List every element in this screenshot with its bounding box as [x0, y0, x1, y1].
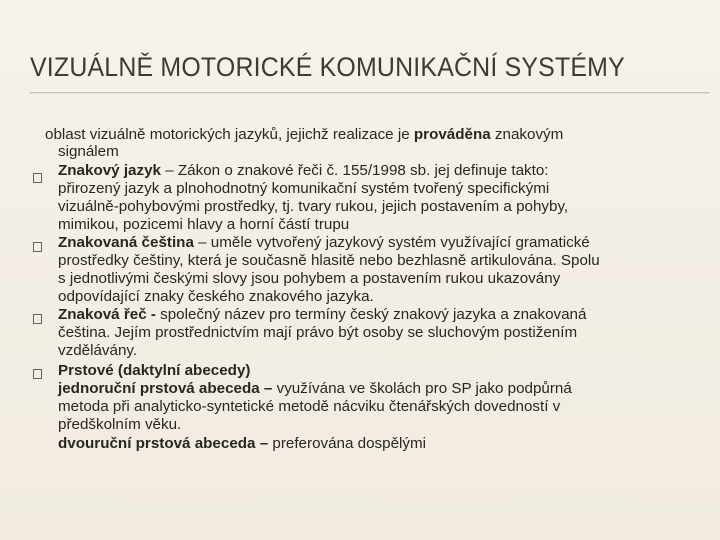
text-line	[58, 380, 572, 398]
text-run: metoda při analyticko-syntetické metodě nácviku čtenářských dovedností v	[58, 398, 561, 415]
text-line	[58, 234, 590, 252]
text-run: společný název pro termíny český znakový jazyka a znakovaná	[160, 306, 587, 323]
bullet-marker-3	[33, 314, 42, 324]
text-run: – Zákon o znakové řeči č. 155/1998 sb. jej definuje takto:	[161, 162, 549, 179]
text-line	[58, 362, 250, 380]
text-line	[58, 324, 577, 342]
bold-term: Znakovaná čeština	[58, 234, 194, 251]
bold-term: dvouruční prstová abeceda –	[58, 435, 269, 452]
text-run: přirozený jazyk a plnohodnotný komunikační systém tvořený specifickými	[58, 180, 550, 197]
text-line	[58, 288, 374, 306]
text-line	[45, 126, 563, 144]
text-run: preferována dospělými	[268, 435, 427, 452]
bullet-marker-2	[33, 242, 42, 252]
text-line	[58, 198, 568, 216]
text-line	[58, 162, 549, 180]
text-run: čeština. Jejím prostřednictvím mají právo být osoby se sluchovým postižením	[58, 324, 578, 341]
text-line	[58, 252, 600, 270]
text-run: signálem	[58, 143, 119, 160]
text-run: odpovídající znaky českého znakového jazyka.	[58, 288, 374, 305]
text-line	[58, 435, 426, 453]
text-line	[58, 180, 549, 198]
bold-term: Prstové (daktylní abecedy)	[58, 362, 251, 379]
text-run: předškolním věku.	[58, 416, 182, 433]
bold-term: prováděna	[413, 126, 491, 143]
text-run: oblast vizuálně motorických jazyků, jejichž realizace je	[45, 126, 414, 143]
text-run: mimikou, pozicemi hlavy a horní částí trupu	[58, 216, 350, 233]
bullet-marker-4	[33, 369, 42, 379]
text-run: znakovým	[490, 126, 564, 143]
text-run: prostředky češtiny, která je současně hlasitě nebo bezhlasně artikulována. Spolu	[58, 252, 600, 269]
text-line	[58, 342, 137, 360]
text-run: vizuálně-pohybovými prostředky, tj. tvary rukou, jejich postavením a pohyby,	[58, 198, 569, 215]
text-line	[58, 143, 119, 161]
text-line	[58, 216, 349, 234]
bullet-marker-1	[33, 173, 42, 183]
bold-term: Znakový jazyk	[58, 162, 161, 179]
text-line	[58, 416, 181, 434]
text-run: – uměle vytvořený jazykový systém využívající gramatické	[193, 234, 590, 251]
slide-title: VIZUÁLNĚ MOTORICKÉ KOMUNIKAČNÍ SYSTÉMY	[30, 52, 625, 82]
title-underline-highlight	[30, 93, 710, 94]
text-run: s jednotlivými českými slovy jsou pohybem a postavením rukou ukazovány	[58, 270, 561, 287]
bold-term: jednoruční prstová abeceda –	[58, 380, 273, 397]
text-line	[58, 270, 560, 288]
text-run: využívána ve školách pro SP jako podpůrná	[272, 380, 572, 397]
text-run: vzdělávány.	[58, 342, 138, 359]
text-line	[58, 306, 586, 324]
bold-term: Znaková řeč -	[58, 306, 161, 323]
text-line	[58, 398, 560, 416]
